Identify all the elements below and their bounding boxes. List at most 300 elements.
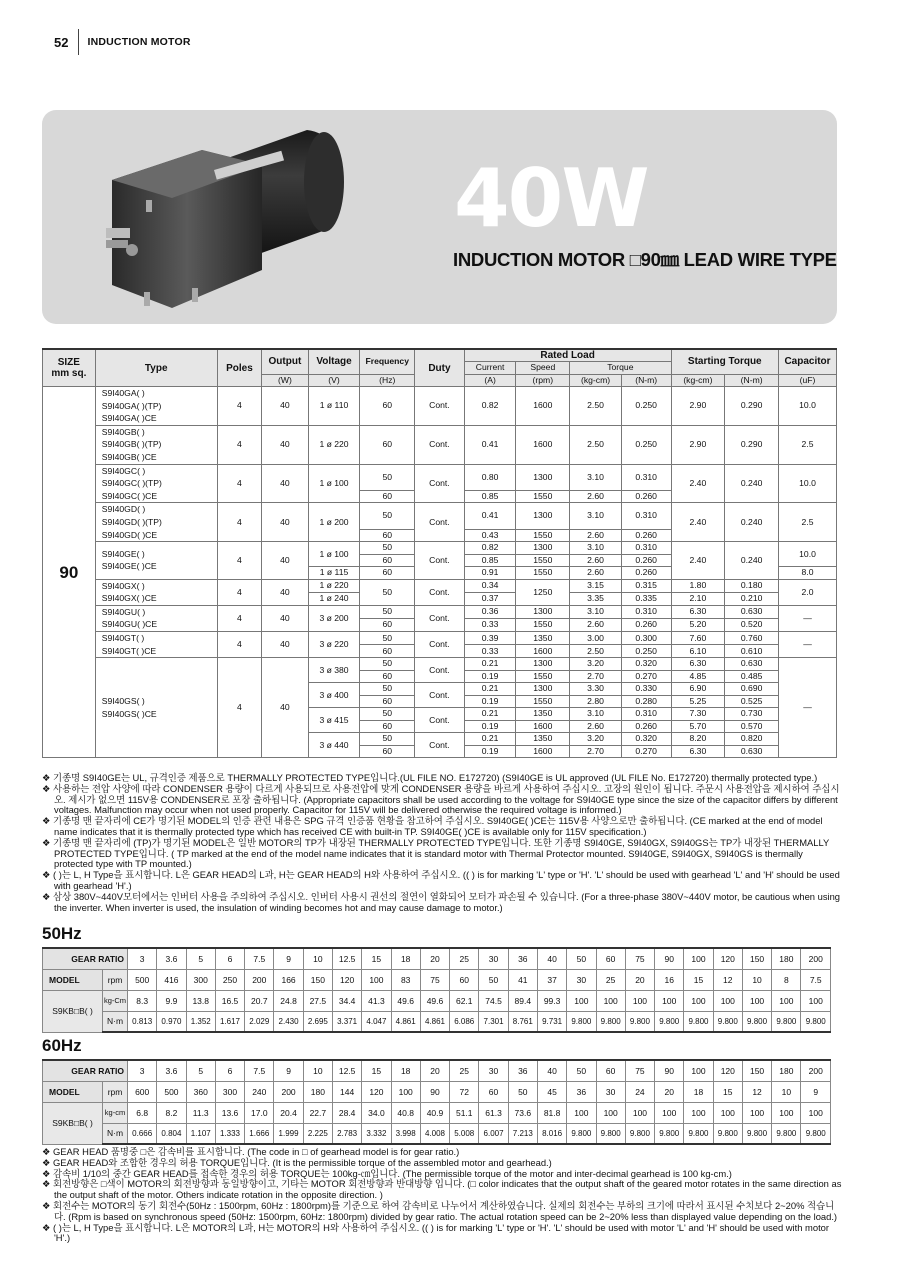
duty-cell: Cont.	[415, 733, 465, 758]
col-voltage: Voltage	[308, 349, 360, 374]
nm-cell: 9.800	[596, 1123, 625, 1144]
duty-cell: Cont.	[415, 464, 465, 503]
nm-cell: 3.332	[362, 1123, 391, 1144]
speed-cell: 1600	[516, 720, 570, 733]
kgcm-cell: 100	[655, 990, 684, 1011]
st-kgcm-cell: 6.30	[671, 745, 725, 758]
capacitor-cell: 10.0	[779, 464, 837, 503]
st-kgcm-cell: 4.85	[671, 670, 725, 683]
gear-ratio-cell: 180	[772, 1060, 801, 1081]
torque-nm-cell: 0.260	[621, 567, 671, 580]
speed-cell: 1550	[516, 670, 570, 683]
current-cell: 0.33	[464, 645, 516, 658]
gear-ratio-cell: 30	[479, 1060, 508, 1081]
rpm-cell: 41	[508, 969, 537, 990]
rpm-cell: 20	[625, 969, 654, 990]
current-cell: 0.41	[464, 425, 516, 464]
st-kgcm-cell: 2.90	[671, 387, 725, 426]
st-kgcm-cell: 5.25	[671, 695, 725, 708]
st-kgcm-cell: 7.60	[671, 632, 725, 645]
rpm-cell: 12	[742, 1081, 771, 1102]
torque-kgcm-cell: 3.10	[570, 605, 622, 618]
kgcm-cell: 8.3	[128, 990, 157, 1011]
poles-cell: 4	[217, 605, 261, 631]
nm-cell: 4.861	[420, 1011, 449, 1032]
heading-50hz: 50Hz	[42, 924, 82, 943]
torque-nm-cell: 0.260	[621, 618, 671, 631]
gear-ratio-cell: 50	[567, 948, 596, 969]
note: ❖ GEAR HEAD와 조합한 경우의 허용 TORQUE입니다. (It is the permissible torque of the assembled motor and gearhead.)	[42, 1156, 552, 1168]
st-nm-cell: 0.760	[725, 632, 779, 645]
voltage-cell: 3 ø 200	[308, 605, 360, 631]
size-value: 90	[43, 387, 96, 758]
unit-st-kgcm: (kg-cm)	[671, 374, 725, 387]
product-subtitle: INDUCTION MOTOR □90㎜ LEAD WIRE TYPE	[453, 249, 837, 270]
nm-cell: 2.430	[274, 1011, 303, 1032]
st-nm-cell: 0.240	[725, 542, 779, 580]
nm-cell: 8.016	[537, 1123, 566, 1144]
frequency-cell: 60	[360, 529, 415, 542]
torque-nm-cell: 0.250	[621, 645, 671, 658]
st-nm-cell: 0.180	[725, 579, 779, 592]
kgcm-cell: 89.4	[508, 990, 537, 1011]
gear-ratio-cell: 30	[479, 948, 508, 969]
frequency-cell: 60	[360, 387, 415, 426]
nm-cell: 9.800	[801, 1011, 831, 1032]
kgcm-cell: 73.6	[508, 1102, 537, 1123]
torque-kgcm-cell: 3.15	[570, 579, 622, 592]
unit-torque-kgcm: (kg-cm)	[570, 374, 622, 387]
torque-nm-cell: 0.310	[621, 708, 671, 721]
rpm-cell: 20	[655, 1081, 684, 1102]
frequency-cell: 50	[360, 683, 415, 696]
torque-kgcm-cell: 3.20	[570, 733, 622, 746]
gear-ratio-cell: 12.5	[332, 948, 361, 969]
gear-ratio-cell: 18	[391, 1060, 420, 1081]
rpm-cell: 166	[274, 969, 303, 990]
gear-ratio-cell: 6	[215, 948, 244, 969]
nm-cell: 4.861	[391, 1011, 420, 1032]
st-kgcm-cell: 2.90	[671, 425, 725, 464]
nm-cell: 0.666	[128, 1123, 157, 1144]
gear-ratio-row	[43, 1060, 831, 1081]
motor-spec-table	[42, 348, 837, 758]
gear-ratio-cell: 15	[362, 1060, 391, 1081]
output-cell: 40	[262, 542, 309, 580]
duty-cell: Cont.	[415, 579, 465, 605]
kgcm-cell: 17.0	[245, 1102, 274, 1123]
rpm-cell: 120	[362, 1081, 391, 1102]
nm-label: N·m	[103, 1011, 128, 1032]
speed-cell: 1300	[516, 503, 570, 529]
rpm-cell: 37	[537, 969, 566, 990]
rpm-cell: 100	[391, 1081, 420, 1102]
voltage-cell: 1 ø 240	[308, 592, 360, 605]
type-cell: S9I40GE( ) S9I40GE( )CE	[95, 542, 217, 580]
frequency-cell: 60	[360, 490, 415, 503]
poles-cell: 4	[217, 542, 261, 580]
torque-nm-cell: 0.270	[621, 745, 671, 758]
nm-cell: 0.813	[128, 1011, 157, 1032]
kgcm-cell: 100	[625, 1102, 654, 1123]
torque-kgcm-cell: 2.60	[570, 529, 622, 542]
nm-cell: 9.800	[742, 1123, 771, 1144]
st-nm-cell: 0.630	[725, 658, 779, 671]
current-cell: 0.41	[464, 503, 516, 529]
speed-cell: 1600	[516, 387, 570, 426]
gear-ratio-cell: 12.5	[332, 1060, 361, 1081]
rpm-cell: 60	[479, 1081, 508, 1102]
nm-cell: 1.107	[186, 1123, 215, 1144]
kgcm-cell: 100	[772, 1102, 801, 1123]
capacitor-cell: 10.0	[779, 387, 837, 426]
poles-cell: 4	[217, 658, 261, 758]
current-cell: 0.19	[464, 720, 516, 733]
torque-kgcm-cell: 3.10	[570, 708, 622, 721]
poles-cell: 4	[217, 579, 261, 605]
kgcm-cell: 100	[655, 1102, 684, 1123]
st-nm-cell: 0.240	[725, 464, 779, 503]
type-cell: S9I40GS( ) S9I40GS( )CE	[95, 658, 217, 758]
gear-ratio-cell: 120	[713, 1060, 742, 1081]
torque-kgcm-cell: 3.10	[570, 464, 622, 490]
kgcm-cell: 100	[596, 1102, 625, 1123]
col-capacitor: Capacitor	[779, 349, 837, 374]
kgcm-cell: 100	[567, 990, 596, 1011]
output-cell: 40	[262, 632, 309, 658]
torque-kgcm-cell: 3.00	[570, 632, 622, 645]
voltage-cell: 3 ø 415	[308, 708, 360, 733]
torque-kgcm-cell: 2.70	[570, 745, 622, 758]
current-cell: 0.34	[464, 579, 516, 592]
current-cell: 0.39	[464, 632, 516, 645]
current-cell: 0.85	[464, 554, 516, 567]
duty-cell: Cont.	[415, 632, 465, 658]
rpm-cell: 144	[332, 1081, 361, 1102]
voltage-cell: 3 ø 440	[308, 733, 360, 758]
speed-cell: 1350	[516, 632, 570, 645]
nm-cell: 3.998	[391, 1123, 420, 1144]
rpm-cell: 50	[479, 969, 508, 990]
unit-speed: (rpm)	[516, 374, 570, 387]
nm-cell: 9.800	[713, 1011, 742, 1032]
output-cell: 40	[262, 503, 309, 542]
speed-cell: 1300	[516, 542, 570, 555]
current-cell: 0.82	[464, 542, 516, 555]
rpm-cell: 90	[420, 1081, 449, 1102]
torque-nm-cell: 0.250	[621, 425, 671, 464]
unit-capacitor: (uF)	[779, 374, 837, 387]
torque-nm-cell: 0.320	[621, 733, 671, 746]
rpm-cell: 150	[303, 969, 332, 990]
st-nm-cell: 0.485	[725, 670, 779, 683]
type-cell: S9I40GX( ) S9I40GX( )CE	[95, 579, 217, 605]
output-cell: 40	[262, 658, 309, 758]
kgcm-cell: 41.3	[362, 990, 391, 1011]
rpm-cell: 416	[157, 969, 186, 990]
kgcm-cell: 34.0	[362, 1102, 391, 1123]
current-cell: 0.37	[464, 592, 516, 605]
table-row	[43, 579, 837, 592]
voltage-cell: 1 ø 220	[308, 579, 360, 592]
voltage-cell: 3 ø 380	[308, 658, 360, 683]
capacitor-cell: —	[779, 605, 837, 631]
power-rating: 40W	[454, 152, 648, 245]
st-kgcm-cell: 2.40	[671, 503, 725, 542]
nm-cell: 9.800	[567, 1123, 596, 1144]
torque-nm-cell: 0.260	[621, 720, 671, 733]
unit-st-nm: (N-m)	[725, 374, 779, 387]
kgcm-cell: 81.8	[537, 1102, 566, 1123]
note: ❖ 사용하는 전압 사양에 따라 CONDENSER 용량이 다르게 사용되므로 사용전압에 맞게 CONDENSER 용량을 바르게 사용하여 주십시오. 고장의 원인이 됩니다. 주문시 사용전압을 제시하여 주십시오. 제시가 없으면 115V용 CONDENSER로 포장 출하됩니다. (Appropriate capacitors shall be used according to the voltage for S9I40GE type since the size of the capacitor differs by different voltages. Malfunction may occur when not used properly. Capacitor for 115V will be delivered otherwise the required voltage is informed.)	[42, 782, 840, 816]
duty-cell: Cont.	[415, 683, 465, 708]
speed-cell: 1550	[516, 567, 570, 580]
torque-kgcm-cell: 3.30	[570, 683, 622, 696]
st-kgcm-cell: 6.90	[671, 683, 725, 696]
rpm-cell: 10	[772, 1081, 801, 1102]
unit-voltage: (V)	[308, 374, 360, 387]
gear-ratio-cell: 18	[391, 948, 420, 969]
frequency-cell: 50	[360, 464, 415, 490]
current-cell: 0.43	[464, 529, 516, 542]
capacitor-cell: 2.5	[779, 503, 837, 542]
torque-nm-cell: 0.335	[621, 592, 671, 605]
nm-cell: 9.800	[684, 1123, 713, 1144]
frequency-cell: 60	[360, 554, 415, 567]
gear-ratio-cell: 40	[537, 948, 566, 969]
torque-kgcm-cell: 3.10	[570, 542, 622, 555]
frequency-cell: 50	[360, 503, 415, 529]
voltage-cell: 1 ø 100	[308, 542, 360, 567]
frequency-cell: 60	[360, 645, 415, 658]
rpm-cell: 30	[567, 969, 596, 990]
rpm-cell: 100	[362, 969, 391, 990]
kgcm-cell: 100	[801, 1102, 831, 1123]
gear-ratio-cell: 50	[567, 1060, 596, 1081]
capacitor-cell: 10.0	[779, 542, 837, 567]
nm-cell: 5.008	[450, 1123, 479, 1144]
gear-ratio-cell: 3	[128, 948, 157, 969]
gear-ratio-cell: 75	[625, 948, 654, 969]
capacitor-cell: —	[779, 632, 837, 658]
gear-notes	[42, 1147, 842, 1244]
nm-cell: 1.999	[274, 1123, 303, 1144]
note: ❖ GEAR HEAD 품명중 □은 감속비를 표시합니다. (The code in □ of gearhead model is for gear ratio.)	[42, 1146, 460, 1157]
current-cell: 0.21	[464, 658, 516, 671]
rpm-cell: 600	[128, 1081, 157, 1102]
gear-ratio-cell: 180	[772, 948, 801, 969]
gear-ratio-cell: 7.5	[245, 1060, 274, 1081]
speed-cell: 1550	[516, 618, 570, 631]
nm-cell: 9.800	[713, 1123, 742, 1144]
page-number: 52	[54, 34, 69, 50]
torque-kgcm-cell: 2.60	[570, 567, 622, 580]
frequency-cell: 50	[360, 632, 415, 645]
kgcm-cell: 40.9	[420, 1102, 449, 1123]
gear-ratio-cell: 60	[596, 1060, 625, 1081]
current-cell: 0.19	[464, 695, 516, 708]
output-cell: 40	[262, 464, 309, 503]
nm-cell: 9.800	[801, 1123, 831, 1144]
kgcm-cell: 100	[684, 990, 713, 1011]
unit-output: (W)	[262, 374, 309, 387]
model-label: MODEL	[43, 1081, 103, 1102]
note: ❖ 회전방향은 □색이 MOTOR의 회전방향과 동일방향이고, 기타는 MOTOR 회전방향과 반대방향 입니다. (□ color indicates that the output shaft of the geared motor rotates in the same direction as the output shaft of the motor. Others indicate rotation in the opposite direction. )	[42, 1178, 842, 1201]
kgcm-cell: 9.9	[157, 990, 186, 1011]
frequency-cell: 60	[360, 745, 415, 758]
nm-cell: 9.800	[655, 1011, 684, 1032]
size-label: SIZE	[57, 357, 80, 368]
kgcm-cell: 34.4	[332, 990, 361, 1011]
st-nm-cell: 0.630	[725, 745, 779, 758]
torque-kgcm-cell: 2.50	[570, 425, 622, 464]
heading-60hz: 60Hz	[42, 1036, 82, 1055]
st-nm-cell: 0.210	[725, 592, 779, 605]
rpm-cell: 15	[684, 969, 713, 990]
st-kgcm-cell: 2.40	[671, 542, 725, 580]
speed-cell: 1300	[516, 683, 570, 696]
col-poles: Poles	[217, 349, 261, 387]
nm-cell: 1.666	[245, 1123, 274, 1144]
gear-ratio-cell: 40	[537, 1060, 566, 1081]
torque-nm-cell: 0.250	[621, 387, 671, 426]
note: ❖ 기종명 맨 끝자리에 CE가 명기된 MODEL의 인증 관련 내용은 SPG 규격 인증품 현황을 참고하여 주십시오. S9I40GE( )CE는 115V용 사양으로만 출하됩니다. (CE marked at the end of model name indicates that it is thermally protected type which has received CE with built-in TP. S9I40GE( )CE is available only for 115V specification.)	[42, 815, 823, 837]
nm-cell: 7.213	[508, 1123, 537, 1144]
output-cell: 40	[262, 425, 309, 464]
gear-ratio-label: GEAR RATIO	[43, 948, 128, 969]
speed-cell: 1600	[516, 745, 570, 758]
rpm-cell: 15	[713, 1081, 742, 1102]
rpm-cell: 45	[537, 1081, 566, 1102]
speed-cell: 1550	[516, 529, 570, 542]
kgcm-cell: 20.4	[274, 1102, 303, 1123]
current-cell: 0.85	[464, 490, 516, 503]
rpm-cell: 72	[450, 1081, 479, 1102]
poles-cell: 4	[217, 464, 261, 503]
col-speed: Speed	[516, 362, 570, 375]
kgcm-cell: 61.3	[479, 1102, 508, 1123]
gear-ratio-label: GEAR RATIO	[43, 1060, 128, 1081]
kgcm-cell: 27.5	[303, 990, 332, 1011]
st-kgcm-cell: 1.80	[671, 579, 725, 592]
poles-cell: 4	[217, 387, 261, 426]
nm-cell: 2.225	[303, 1123, 332, 1144]
gear-ratio-cell: 36	[508, 948, 537, 969]
nm-cell: 9.800	[684, 1011, 713, 1032]
kgcm-label: kg-cm	[103, 1102, 128, 1123]
kgcm-row	[43, 1102, 831, 1123]
rpm-cell: 75	[420, 969, 449, 990]
gear-ratio-cell: 150	[742, 1060, 771, 1081]
rpm-cell: 200	[245, 969, 274, 990]
current-cell: 0.21	[464, 733, 516, 746]
rpm-cell: 300	[186, 969, 215, 990]
speed-cell: 1350	[516, 708, 570, 721]
frequency-cell: 60	[360, 425, 415, 464]
voltage-cell: 1 ø 220	[308, 425, 360, 464]
nm-cell: 8.761	[508, 1011, 537, 1032]
rpm-cell: 8	[772, 969, 801, 990]
voltage-cell: 1 ø 115	[308, 567, 360, 580]
st-nm-cell: 0.525	[725, 695, 779, 708]
rpm-cell: 500	[128, 969, 157, 990]
kgcm-cell: 22.7	[303, 1102, 332, 1123]
nm-cell: 2.783	[332, 1123, 361, 1144]
frequency-cell: 60	[360, 567, 415, 580]
rpm-cell: 12	[713, 969, 742, 990]
capacitor-cell: 2.0	[779, 579, 837, 605]
st-kgcm-cell: 2.10	[671, 592, 725, 605]
speed-cell: 1300	[516, 464, 570, 490]
st-nm-cell: 0.240	[725, 503, 779, 542]
unit-torque-nm: (N-m)	[621, 374, 671, 387]
type-cell: S9I40GU( ) S9I40GU( )CE	[95, 605, 217, 631]
speed-cell: 1300	[516, 605, 570, 618]
kgcm-cell: 100	[742, 1102, 771, 1123]
nm-cell: 9.800	[567, 1011, 596, 1032]
gear-ratio-cell: 90	[655, 1060, 684, 1081]
nm-cell: 6.007	[479, 1123, 508, 1144]
rpm-cell: 500	[157, 1081, 186, 1102]
nm-cell: 9.800	[625, 1123, 654, 1144]
note: ❖ ( )는 L, H Type을 표시합니다. L은 GEAR HEAD의 L과, H는 GEAR HEAD의 H와 사용하여 주십시오. (( ) is for marking 'L' type or 'H'. 'L' should be used with gearhead 'L' and 'H' should be used with gearhead 'H'.)	[42, 869, 840, 891]
nm-cell: 9.800	[772, 1011, 801, 1032]
kgcm-cell: 49.6	[420, 990, 449, 1011]
gear-ratio-cell: 5	[186, 1060, 215, 1081]
frequency-cell: 50	[360, 658, 415, 671]
table-row	[43, 605, 837, 618]
nm-row	[43, 1011, 831, 1032]
nm-label: N·m	[103, 1123, 128, 1144]
rpm-cell: 30	[596, 1081, 625, 1102]
frequency-cell: 50	[360, 542, 415, 555]
current-cell: 0.80	[464, 464, 516, 490]
geared-motor-image	[92, 120, 372, 320]
duty-cell: Cont.	[415, 503, 465, 542]
note: ❖ ( )는 L, H Type을 표시합니다. L은 MOTOR의 L과, H는 MOTOR의 H와 사용하여 주십시오. (( ) is for marking 'L' type or 'H'. 'L' should be used with motor 'L' and 'H' should be used with motor 'H'.)	[42, 1221, 830, 1244]
gear-ratio-cell: 7.5	[245, 948, 274, 969]
duty-cell: Cont.	[415, 605, 465, 631]
kgcm-cell: 100	[567, 1102, 596, 1123]
st-nm-cell: 0.690	[725, 683, 779, 696]
gear-ratio-cell: 3	[128, 1060, 157, 1081]
torque-nm-cell: 0.310	[621, 542, 671, 555]
torque-kgcm-cell: 2.60	[570, 618, 622, 631]
gear-ratio-cell: 60	[596, 948, 625, 969]
note: ❖ 기종명 맨 끝자리에 (TP)가 명기된 MODEL은 일반 MOTOR의 TP가 내장된 THERMALLY PROTECTED TYPE입니다. 또한 기종명 S9I40GE, S9I40GX, S9I40GS는 TP가 내장된 THERMALLY PROTECTED TYPE입니다. ( TP marked at the end of the model name indicates that it is standard motor with Thermal Protector mounted. S9I40GE, S9I40GX, S9I40GS is thermally protected type with TP mounted.)	[42, 836, 830, 870]
duty-cell: Cont.	[415, 708, 465, 733]
output-cell: 40	[262, 387, 309, 426]
nm-cell: 2.029	[245, 1011, 274, 1032]
torque-nm-cell: 0.315	[621, 579, 671, 592]
st-kgcm-cell: 6.30	[671, 605, 725, 618]
gear-ratio-cell: 200	[801, 1060, 831, 1081]
torque-nm-cell: 0.300	[621, 632, 671, 645]
table-row	[43, 542, 837, 555]
gear-ratio-cell: 5	[186, 948, 215, 969]
current-cell: 0.36	[464, 605, 516, 618]
kgcm-label: kg-Cm	[103, 990, 128, 1011]
nm-cell: 4.047	[362, 1011, 391, 1032]
duty-cell: Cont.	[415, 542, 465, 580]
note: ❖ 삼상 380V~440V모터에서는 인버터 사용을 주의하여 주십시오. 인버터 사용시 권선의 절연이 열화되어 모터가 파손될 수 있습니다. (For a three-phase 380V~440V motor, be cautious when using the inverter. When inverter is used, the insulation of winding becomes hot and may cause damage to motor.)	[42, 890, 841, 913]
kgcm-cell: 100	[713, 990, 742, 1011]
nm-cell: 2.695	[303, 1011, 332, 1032]
note: ❖ 기종명 S9I40GE는 UL, 규격인증 제품으로 THERMALLY PROTECTED TYPE입니다.(UL FILE NO. E172720) (S9I40GE is UL approved (UL FILE No. E172720) thermally protected type.)	[42, 772, 818, 783]
rpm-cell: 25	[596, 969, 625, 990]
nm-cell: 1.617	[215, 1011, 244, 1032]
kgcm-cell: 40.8	[391, 1102, 420, 1123]
